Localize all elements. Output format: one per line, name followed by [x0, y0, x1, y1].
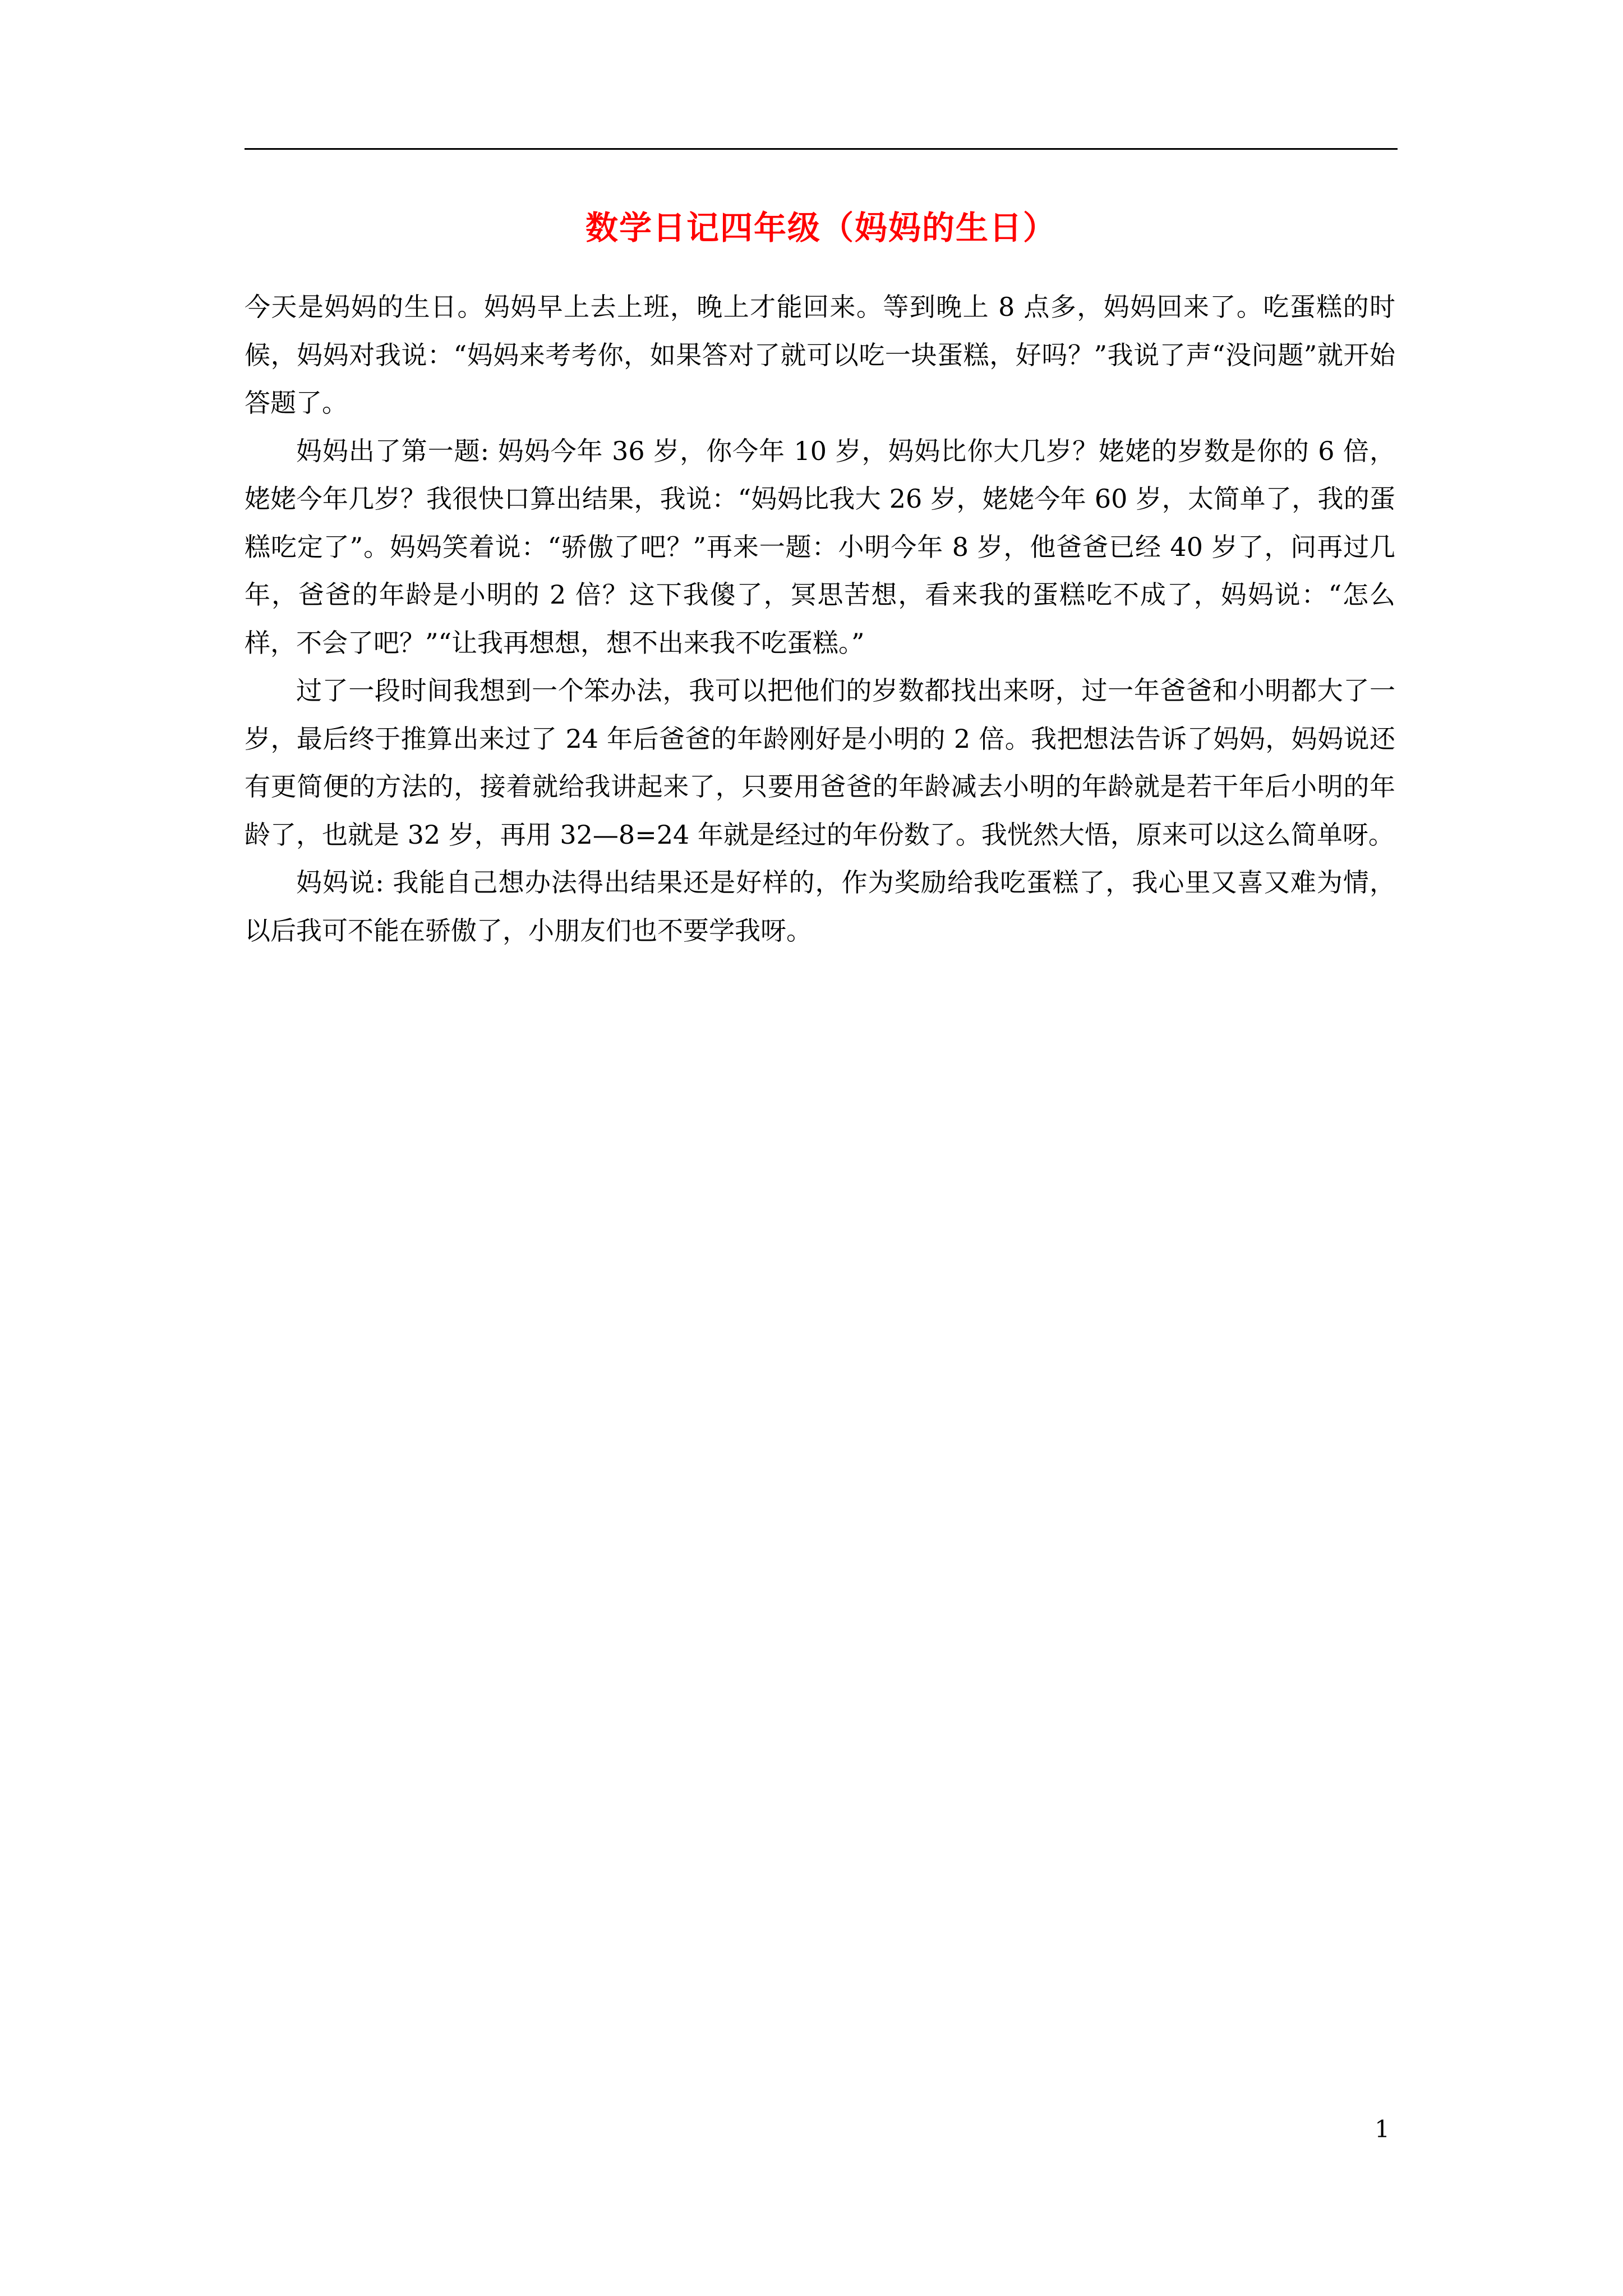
paragraph-3: 过了一段时间我想到一个笨办法，我可以把他们的岁数都找出来呀，过一年爸爸和小明都大了一岁，最后终于推算出来过了 24 年后爸爸的年龄刚好是小明的 2 倍。我把想法告诉了妈妈，妈妈说还有更简便的方法的，接着就给我讲起来了，只要用爸爸的年龄减去小明的年龄就是若干年后小明的年龄了，也就是 32 岁，再用 32—8=24 年就是经过的年份数了。我恍然大悟，原来可以这么简单呀。 [245, 675, 1395, 850]
document-title: 数学日记四年级（妈妈的生日） [585, 209, 1057, 247]
header-rule [245, 148, 1398, 150]
paragraph-4: 妈妈说: 我能自己想办法得出结果还是好样的，作为奖励给我吃蛋糕了，我心里又喜又难为情，以后我可不能在骄傲了，小朋友们也不要学我呀。 [245, 867, 1395, 946]
paragraph-1: 今天是妈妈的生日。妈妈早上去上班，晚上才能回来。等到晚上 8 点多，妈妈回来了。吃蛋糕的时候，妈妈对我说：“妈妈来考考你，如果答对了就可以吃一块蛋糕，好吗？”我说了声“没问题”就开始答题了。 [245, 292, 1395, 418]
document-body [245, 283, 1395, 955]
paragraph-2: 妈妈出了第一题: 妈妈今年 36 岁，你今年 10 岁，妈妈比你大几岁？姥姥的岁数是你的 6 倍，姥姥今年几岁？我很快口算出结果，我说：“妈妈比我大 26 岁，姥姥今年 60 岁，太简单了，我的蛋糕吃定了”。妈妈笑着说：“骄傲了吧？”再来一题：小明今年 8 岁，他爸爸已经 40 岁了，问再过几年，爸爸的年龄是小明的 2 倍？这下我傻了，冥思苦想，看来我的蛋糕吃不成了，妈妈说：“怎么样，不会了吧？”“让我再想想，想不出来我不吃蛋糕。” [245, 435, 1395, 658]
page-number: 1 [1375, 2115, 1390, 2143]
